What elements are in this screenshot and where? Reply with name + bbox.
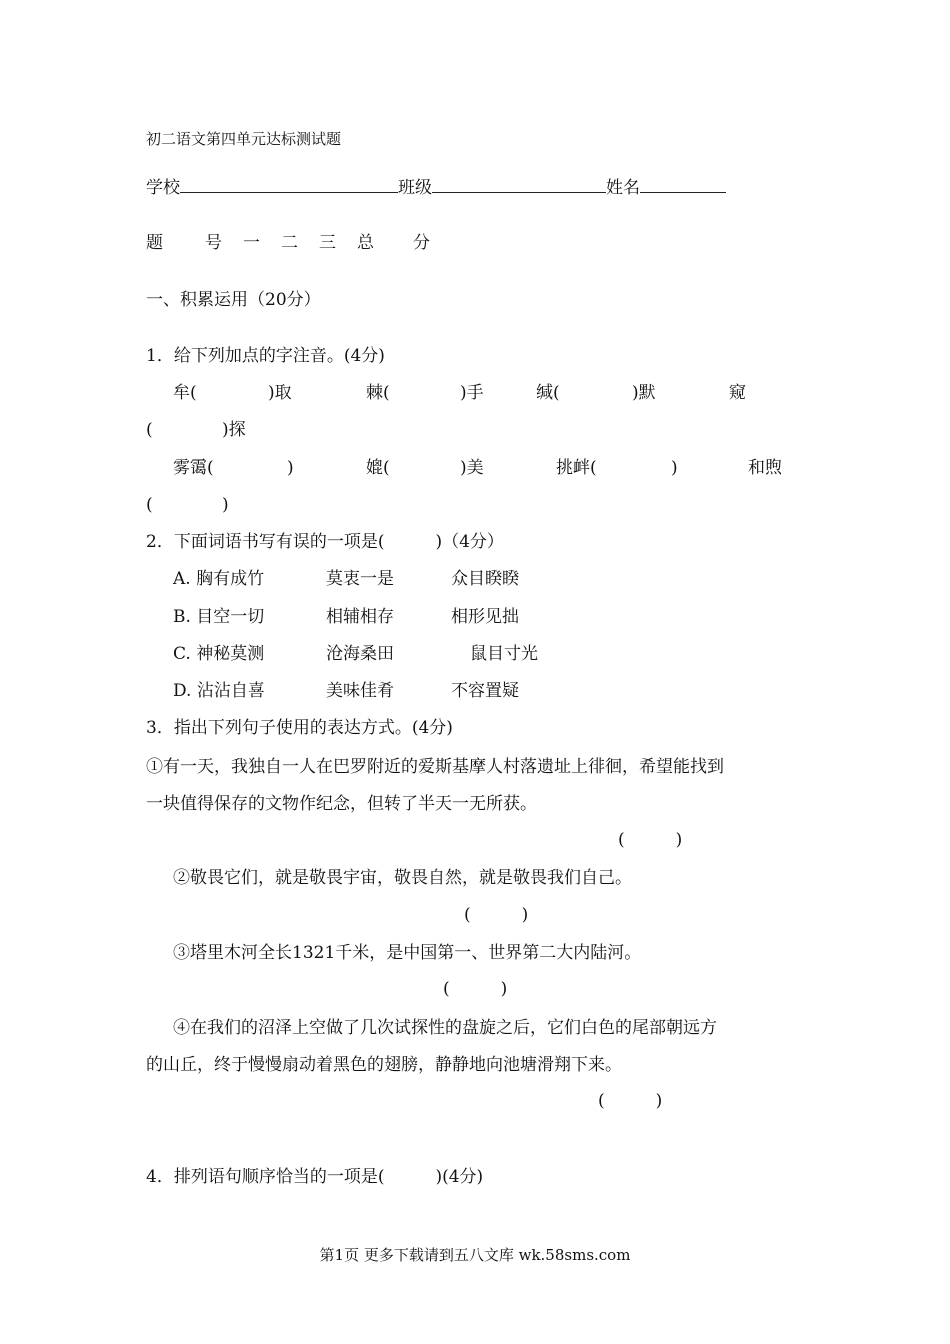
- q2-option-a-2: 莫衷一是: [326, 569, 394, 589]
- score-table-cell-5: 三: [319, 233, 336, 253]
- q1-item: ): [287, 458, 294, 478]
- score-table-cell-7: 分: [413, 233, 430, 253]
- q1-item: 棘(: [366, 383, 390, 403]
- header-fields: [146, 174, 726, 199]
- q3-sentence-2: ②敬畏它们，就是敬畏宇宙，敬畏自然，就是敬畏我们自己。: [173, 868, 632, 888]
- q4-stem: 4．排列语句顺序恰当的一项是( )(4分): [146, 1167, 484, 1187]
- q1-item: (: [146, 495, 153, 515]
- q2-option-d-3: 不容置疑: [451, 681, 519, 701]
- section1-title: 一、积累运用（20分）: [146, 290, 321, 310]
- q1-item: (: [146, 420, 153, 440]
- q2-option-c-1: C. 神秘莫测: [173, 644, 265, 664]
- school-label: 学校: [146, 178, 180, 198]
- score-table-cell-2: 号: [205, 233, 222, 253]
- q2-option-c-2: 沧海桑田: [326, 644, 394, 664]
- q2-option-a-3: 众目睽睽: [451, 569, 519, 589]
- q3-answer-blank-3: ( ): [443, 979, 508, 999]
- q1-item: 和煦: [748, 458, 782, 478]
- q3-sentence-3: ③塔里木河全长1321千米，是中国第一、世界第二大内陆河。: [173, 943, 642, 963]
- class-blank: [432, 174, 606, 193]
- q1-item: 牟(: [173, 383, 197, 403]
- q1-item: 媲(: [366, 458, 390, 478]
- q3-stem: 3．指出下列句子使用的表达方式。(4分): [146, 718, 453, 738]
- q1-item: )取: [268, 383, 292, 403]
- q3-sentence-4-line-1: ④在我们的沼泽上空做了几次试探性的盘旋之后，它们白色的尾部朝远方: [173, 1018, 717, 1038]
- q3-sentence-4-line-2: 的山丘，终于慢慢扇动着黑色的翅膀，静静地向池塘滑翔下来。: [146, 1055, 622, 1075]
- q2-option-d-2: 美味佳肴: [326, 681, 394, 701]
- name-blank: [640, 174, 726, 193]
- q2-stem: 2．下面词语书写有误的一项是( )（4分）: [146, 532, 504, 552]
- q2-option-b-3: 相形见拙: [451, 607, 519, 627]
- q2-option-a-1: A. 胸有成竹: [173, 569, 265, 589]
- page-footer: 第1页 更多下载请到五八文库 wk.58sms.com: [319, 1246, 631, 1264]
- q1-item: )手: [460, 383, 484, 403]
- q3-answer-blank-4: ( ): [598, 1091, 663, 1111]
- class-label: 班级: [398, 178, 432, 198]
- doc-title: 初二语文第四单元达标测试题: [146, 130, 342, 148]
- score-table-cell-6: 总: [357, 233, 374, 253]
- q1-item: ): [671, 458, 678, 478]
- score-table-cell-4: 二: [281, 233, 298, 253]
- q2-option-c-3: 鼠目寸光: [470, 644, 538, 664]
- q1-item: 窥: [729, 383, 746, 403]
- q3-sentence-1-line-1: ①有一天，我独自一人在巴罗附近的爱斯基摩人村落遗址上徘徊，希望能找到: [146, 757, 724, 777]
- q1-stem: 1．给下列加点的字注音。(4分): [146, 346, 385, 366]
- q1-item: 缄(: [536, 383, 560, 403]
- q1-item: 挑衅(: [556, 458, 597, 478]
- school-blank: [180, 174, 398, 193]
- q3-answer-blank-1: ( ): [618, 830, 683, 850]
- q1-item: 雾霭(: [173, 458, 214, 478]
- q3-answer-blank-2: ( ): [464, 905, 529, 925]
- q3-sentence-1-line-2: 一块值得保存的文物作纪念，但转了半天一无所获。: [146, 794, 537, 814]
- q1-item: ): [222, 495, 229, 515]
- q1-item: )默: [632, 383, 656, 403]
- q2-option-b-2: 相辅相存: [326, 607, 394, 627]
- q1-item: )美: [460, 458, 484, 478]
- q1-item: )探: [222, 420, 246, 440]
- score-table-cell-1: 题: [146, 233, 163, 253]
- score-table-cell-3: 一: [243, 233, 260, 253]
- name-label: 姓名: [606, 178, 640, 198]
- q2-option-d-1: D. 沾沾自喜: [173, 681, 265, 701]
- q2-option-b-1: B. 目空一切: [173, 607, 265, 627]
